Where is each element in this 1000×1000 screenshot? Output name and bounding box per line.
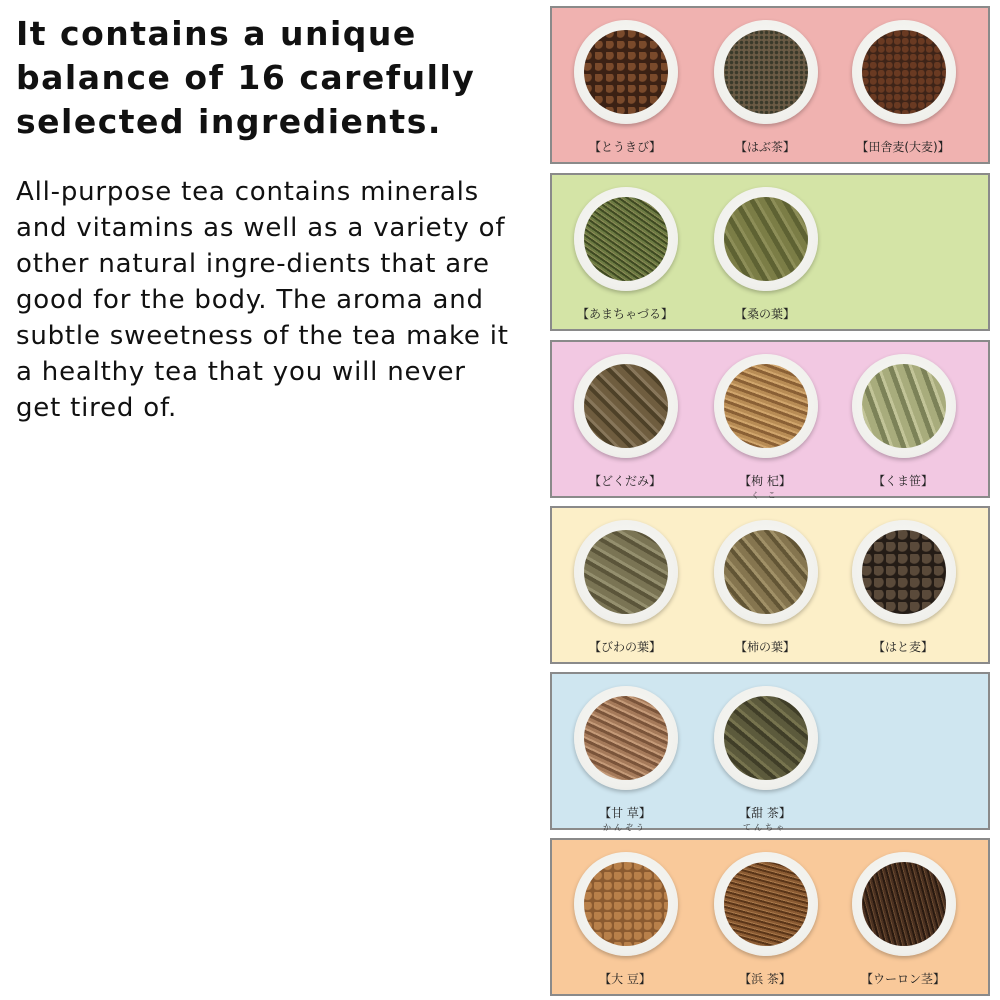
ingredient-bowl-image [574, 187, 678, 291]
ingredient-contents [862, 364, 946, 448]
ingredient-label: 【田舎麦(大麦)】 [856, 140, 950, 154]
ingredient-bowl-image [852, 852, 956, 956]
ingredient-contents [584, 364, 668, 448]
ingredient-bowl-image [714, 852, 818, 956]
ingredient-label: 【とうきび】 [588, 140, 661, 154]
ingredient-contents [584, 530, 668, 614]
ingredient-contents [862, 530, 946, 614]
ingredient-bowl-image [852, 20, 956, 124]
intro-heading: It contains a unique balance of 16 carefully selected ingredients. [16, 14, 476, 141]
ingredient-contents [584, 30, 668, 114]
intro-body: All-purpose tea contains minerals and vitamins as well as a variety of other natural ingre-dients that are good for the body. The aroma and subtle sweetness of the tea make it a healthy tea that you will never get tired of. [16, 177, 509, 423]
ingredient-label: 【はぶ茶】 [734, 140, 795, 154]
ingredient-label: 【大 豆】 [599, 972, 651, 986]
ingredient-bowl-image [714, 686, 818, 790]
ingredient-panel [550, 838, 990, 996]
ingredient-label: 【浜 茶】 [739, 972, 791, 986]
ingredient-contents [862, 30, 946, 114]
ingredient-contents [584, 696, 668, 780]
ingredient-bowl-image [574, 354, 678, 458]
ingredient-contents [584, 862, 668, 946]
ingredient-bowl-image [714, 187, 818, 291]
ingredient-contents [584, 197, 668, 281]
ingredient-panel [550, 672, 990, 830]
ingredient-bowl-image [852, 354, 956, 458]
ingredient-bowl-image [574, 520, 678, 624]
ingredient-bowl-image [574, 686, 678, 790]
ingredient-label: 【びわの葉】 [588, 640, 661, 654]
ingredient-bowl-image [714, 354, 818, 458]
ingredient-panel [550, 506, 990, 664]
ingredient-contents [724, 30, 808, 114]
ingredient-label: 【甜 茶】 [739, 806, 791, 820]
ingredient-bowl-image [574, 852, 678, 956]
ingredient-contents [724, 364, 808, 448]
ingredient-label: 【はと麦】 [872, 640, 933, 654]
ingredient-label: 【桑の葉】 [734, 307, 795, 321]
ingredient-label: 【くま笹】 [872, 474, 933, 488]
ingredient-bowl-image [574, 20, 678, 124]
ingredient-label: 【ウーロン茎】 [860, 972, 945, 986]
ingredient-bowl-image [714, 20, 818, 124]
ingredient-label: 【どくだみ】 [588, 474, 661, 488]
ingredient-panel [550, 6, 990, 164]
ingredient-label: 【枸 杞】 [739, 474, 791, 488]
ingredient-label: 【柿の葉】 [734, 640, 795, 654]
ingredient-reading: かんぞう [603, 823, 647, 832]
ingredient-contents [862, 862, 946, 946]
ingredient-bowl-image [714, 520, 818, 624]
ingredient-bowl-image [852, 520, 956, 624]
ingredient-contents [724, 696, 808, 780]
ingredient-label: 【甘 草】 [599, 806, 651, 820]
ingredient-contents [724, 862, 808, 946]
ingredient-reading: てんちゃ [743, 823, 787, 832]
ingredient-reading: く こ [751, 491, 779, 500]
ingredient-panel [550, 173, 990, 331]
ingredient-panel [550, 340, 990, 498]
ingredient-contents [724, 530, 808, 614]
ingredient-contents [724, 197, 808, 281]
ingredient-label: 【あまちゃづる】 [576, 307, 673, 321]
